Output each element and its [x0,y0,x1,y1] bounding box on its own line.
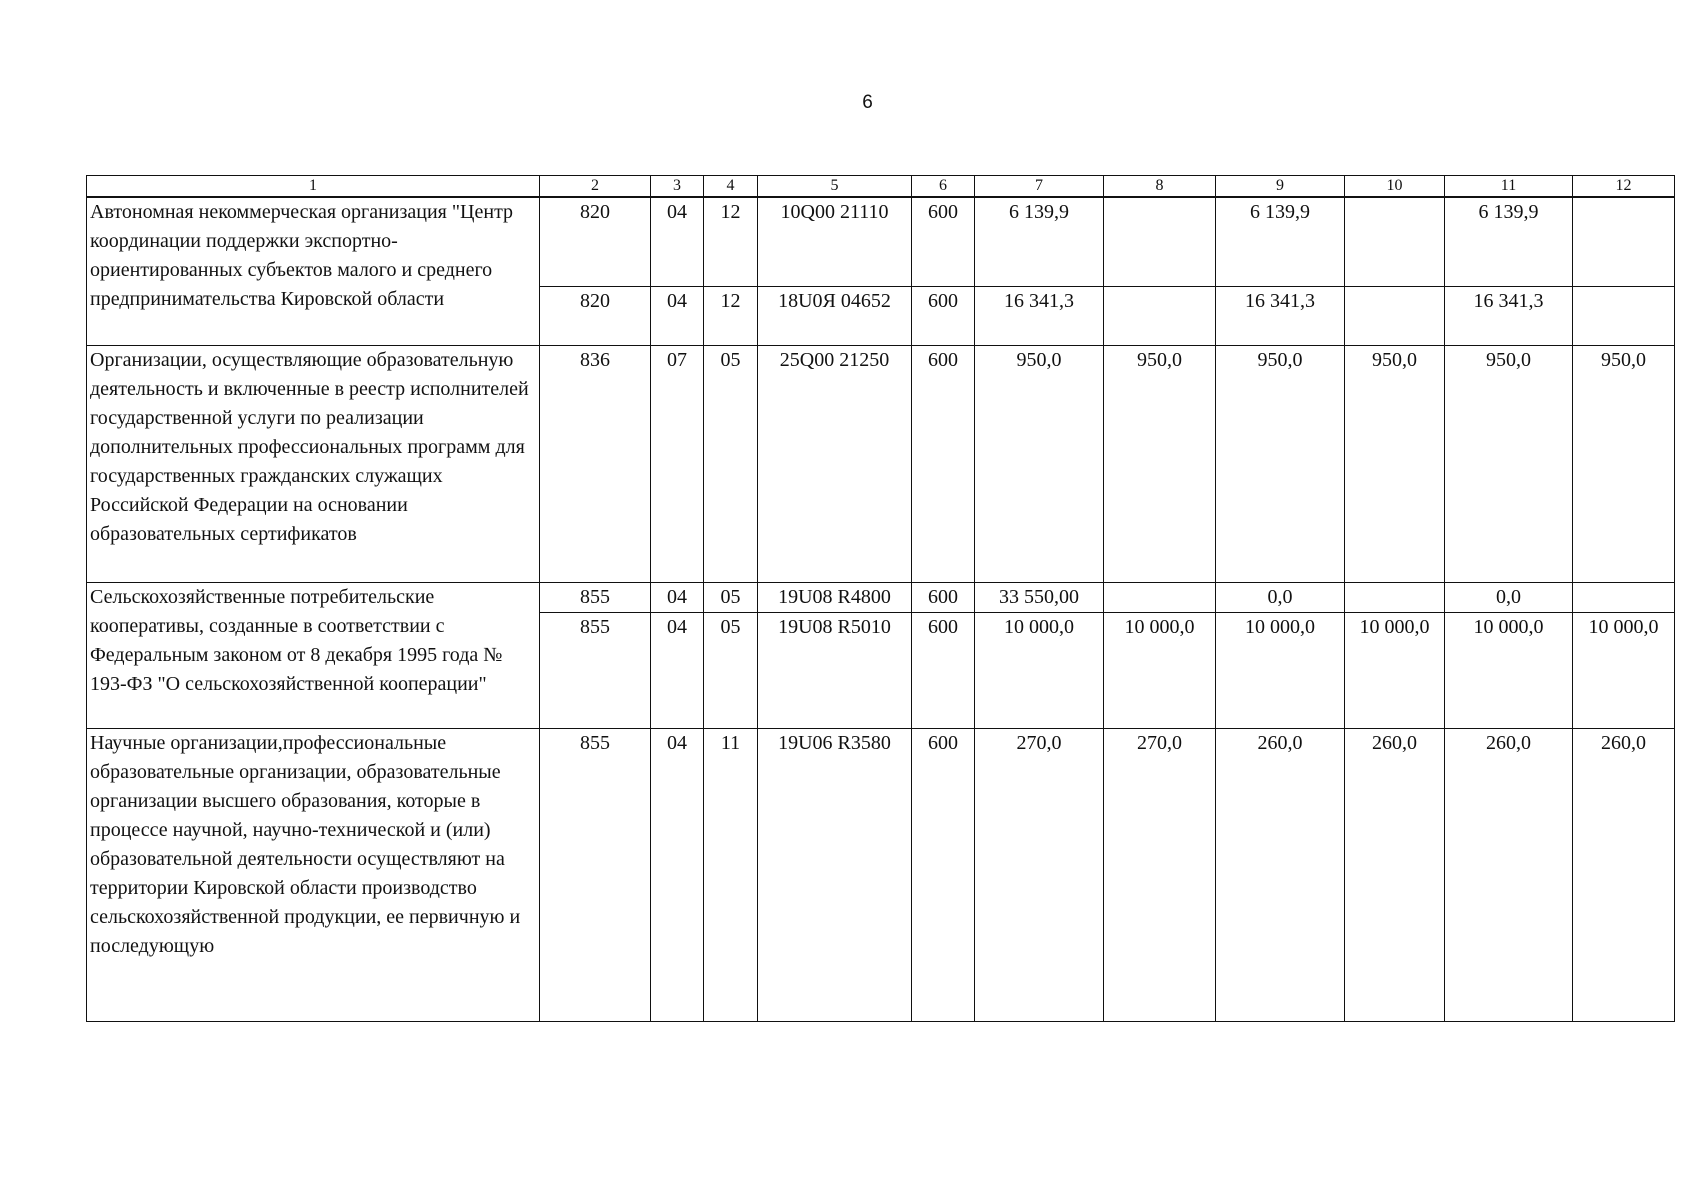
cell-col7: 6 139,9 [975,197,1104,287]
cell-col11: 16 341,3 [1445,287,1573,346]
cell-col3: 04 [651,613,704,729]
column-header: 4 [704,176,758,198]
cell-col6: 600 [912,583,975,613]
recipient-description: Организации, осуществляющие образовательную деятельность и включенные в реестр исполнителей государственной услуги по реализации дополнительных профессиональных программ для государственных гражданских служащих Российской Федерации на основании образовательных сертификатов [87,346,540,583]
cell-col9: 16 341,3 [1216,287,1345,346]
cell-col5: 19U08 R5010 [758,613,912,729]
cell-col3: 04 [651,197,704,287]
recipient-description: Автономная некоммерческая организация "Центр координации поддержки экспортно-ориентированных субъектов малого и среднего предпринимательства Кировской области [87,197,540,346]
column-header: 2 [540,176,651,198]
cell-col2: 836 [540,346,651,583]
cell-col10 [1345,287,1445,346]
column-number-header-row [87,176,1675,198]
budget-table [86,175,1675,1022]
column-header: 11 [1445,176,1573,198]
cell-col8 [1104,197,1216,287]
cell-col8: 10 000,0 [1104,613,1216,729]
cell-col3: 07 [651,346,704,583]
cell-col11: 6 139,9 [1445,197,1573,287]
cell-col5: 19U08 R4800 [758,583,912,613]
cell-col7: 33 550,00 [975,583,1104,613]
cell-col6: 600 [912,197,975,287]
cell-col4: 12 [704,197,758,287]
table-row [87,197,1675,287]
column-header: 6 [912,176,975,198]
cell-col10: 950,0 [1345,346,1445,583]
cell-col4: 05 [704,346,758,583]
cell-col9: 950,0 [1216,346,1345,583]
table-row [87,583,1675,613]
cell-col10 [1345,583,1445,613]
cell-col2: 855 [540,613,651,729]
cell-col9: 0,0 [1216,583,1345,613]
cell-col7: 10 000,0 [975,613,1104,729]
cell-col8 [1104,583,1216,613]
cell-col9: 260,0 [1216,729,1345,1022]
cell-col5: 25Q00 21250 [758,346,912,583]
cell-col11: 0,0 [1445,583,1573,613]
cell-col8: 950,0 [1104,346,1216,583]
cell-col7: 16 341,3 [975,287,1104,346]
cell-col12 [1573,197,1675,287]
cell-col3: 04 [651,729,704,1022]
cell-col2: 855 [540,583,651,613]
column-header: 7 [975,176,1104,198]
cell-col7: 270,0 [975,729,1104,1022]
cell-col2: 820 [540,287,651,346]
table-row [87,346,1675,583]
cell-col2: 820 [540,197,651,287]
cell-col11: 260,0 [1445,729,1573,1022]
column-header: 10 [1345,176,1445,198]
cell-col8: 270,0 [1104,729,1216,1022]
cell-col5: 19U06 R3580 [758,729,912,1022]
column-header: 8 [1104,176,1216,198]
cell-col6: 600 [912,287,975,346]
cell-col12: 950,0 [1573,346,1675,583]
column-header: 3 [651,176,704,198]
column-header: 9 [1216,176,1345,198]
cell-col12: 260,0 [1573,729,1675,1022]
cell-col6: 600 [912,613,975,729]
cell-col7: 950,0 [975,346,1104,583]
cell-col9: 6 139,9 [1216,197,1345,287]
cell-col3: 04 [651,583,704,613]
cell-col4: 05 [704,613,758,729]
cell-col10: 10 000,0 [1345,613,1445,729]
cell-col11: 950,0 [1445,346,1573,583]
cell-col2: 855 [540,729,651,1022]
cell-col4: 11 [704,729,758,1022]
cell-col10 [1345,197,1445,287]
cell-col6: 600 [912,346,975,583]
recipient-description: Научные организации,профессиональные образовательные организации, образовательные организации высшего образования, которые в процессе научной, научно-технической и (или) образовательной деятельности осуществляют на территории Кировской области производство сельскохозяйственной продукции, ее первичную и последующую [87,729,540,1022]
cell-col11: 10 000,0 [1445,613,1573,729]
page-number: 6 [862,92,873,113]
cell-col9: 10 000,0 [1216,613,1345,729]
cell-col5: 10Q00 21110 [758,197,912,287]
cell-col10: 260,0 [1345,729,1445,1022]
column-header: 5 [758,176,912,198]
cell-col4: 12 [704,287,758,346]
cell-col12 [1573,287,1675,346]
column-header: 1 [87,176,540,198]
cell-col12 [1573,583,1675,613]
recipient-description: Сельскохозяйственные потребительские кооперативы, созданные в соответствии с Федеральным законом от 8 декабря 1995 года № 193-ФЗ "О сельскохозяйственной кооперации" [87,583,540,729]
cell-col12: 10 000,0 [1573,613,1675,729]
table-row [87,729,1675,1022]
cell-col8 [1104,287,1216,346]
cell-col6: 600 [912,729,975,1022]
cell-col3: 04 [651,287,704,346]
cell-col4: 05 [704,583,758,613]
cell-col5: 18U0Я 04652 [758,287,912,346]
column-header: 12 [1573,176,1675,198]
